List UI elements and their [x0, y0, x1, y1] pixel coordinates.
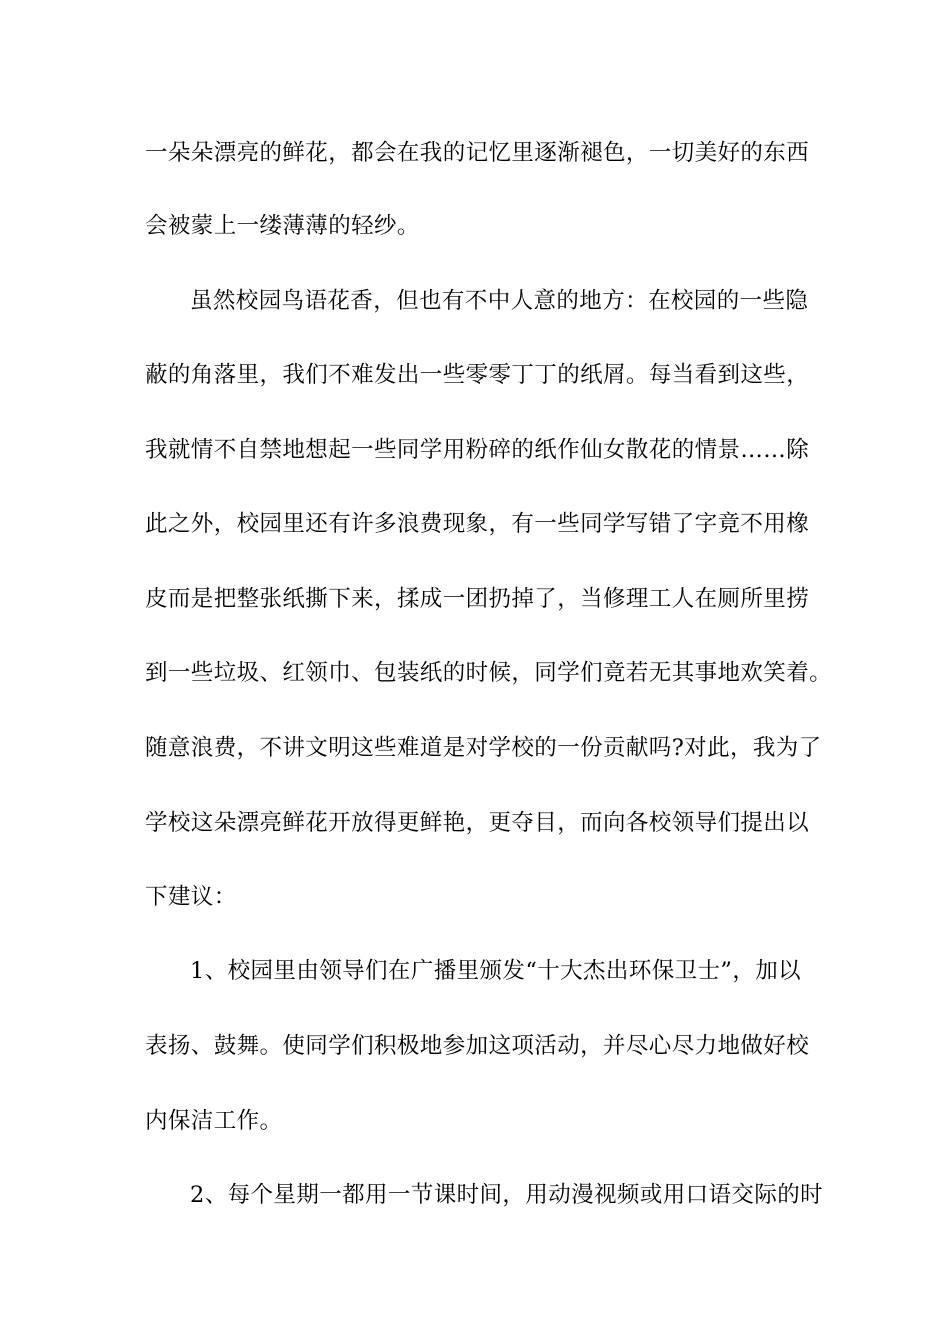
text-line: 我就情不自禁地想起一些同学用粉碎的纸作仙女散花的情景……除 — [145, 437, 810, 463]
text-line: 一朵朵漂亮的鲜花，都会在我的记忆里逐渐褪色，一切美好的东西 — [145, 140, 810, 166]
text-line: 学校这朵漂亮鲜花开放得更鲜艳，更夺目，而向各校领导们提出以 — [145, 810, 810, 836]
text-line: 随意浪费，不讲文明这些难道是对学校的一份贡献吗?对此，我为了 — [145, 735, 822, 761]
text-line: 蔽的角落里，我们不难发出一些零零丁丁的纸屑。每当看到这些， — [145, 362, 810, 388]
paragraph-start-line: 虽然校园鸟语花香，但也有不中人意的地方：在校园的一些隐 — [190, 288, 809, 314]
text-line: 到一些垃圾、红领巾、包装纸的时候，同学们竟若无其事地欢笑着。 — [145, 660, 833, 686]
text-line: 表扬、鼓舞。使同学们积极地参加这项活动，并尽心尽力地做好校 — [145, 1033, 810, 1059]
text-line: 内保洁工作。 — [145, 1108, 283, 1134]
text-line: 会被蒙上一缕薄薄的轻纱。 — [145, 213, 420, 239]
list-item-1-line: 1、校园里由领导们在广播里颁发“十大杰出环保卫士”，加以 — [190, 958, 802, 984]
text-line: 此之外，校园里还有许多浪费现象，有一些同学写错了字竟不用橡 — [145, 511, 810, 537]
list-item-2-line: 2、每个星期一都用一节课时间，用动漫视频或用口语交际的时 — [190, 1182, 824, 1208]
text-line: 下建议： — [145, 884, 237, 910]
text-line: 皮而是把整张纸撕下来，揉成一团扔掉了，当修理工人在厕所里捞 — [145, 586, 810, 612]
